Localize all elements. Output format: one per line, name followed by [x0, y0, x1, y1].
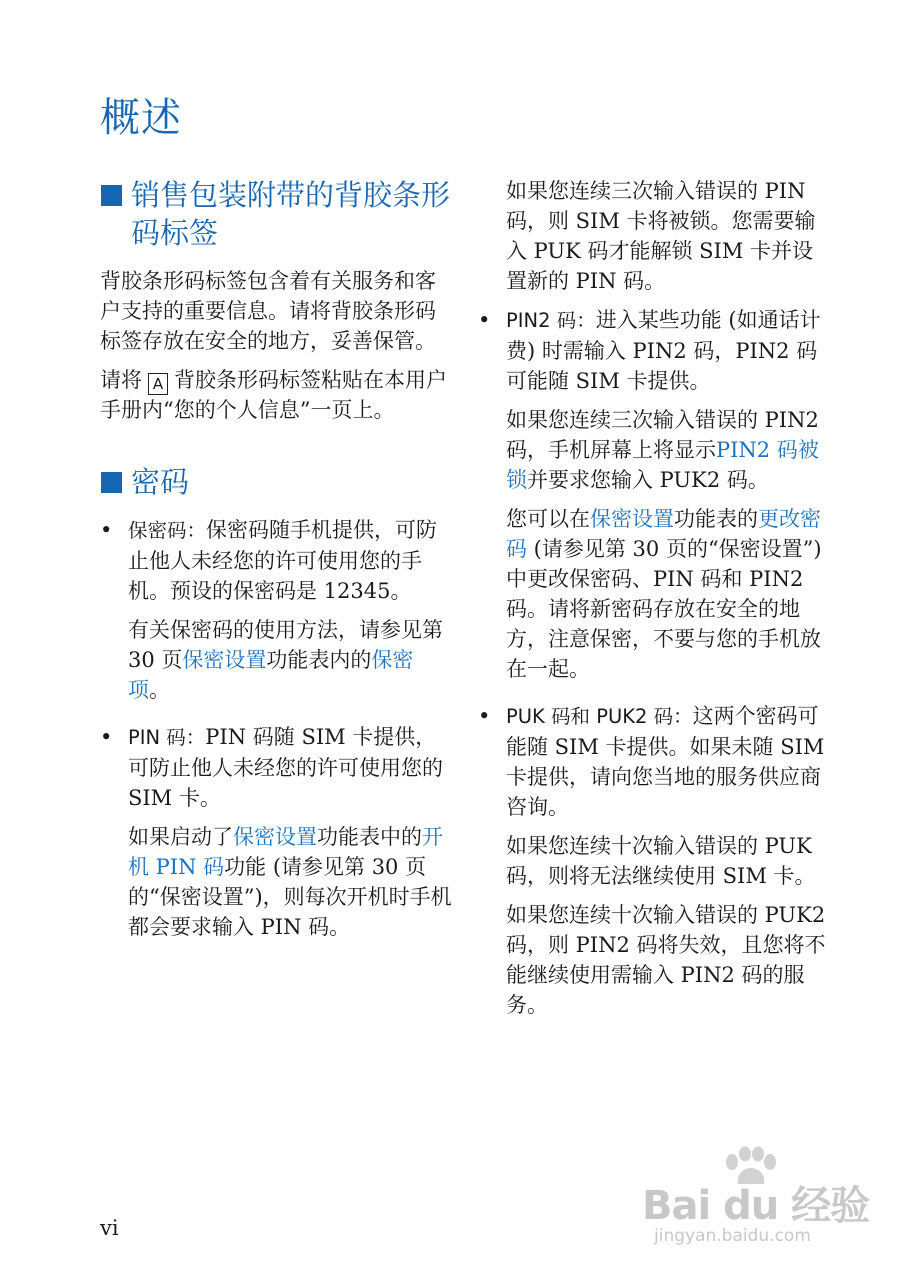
link-security-settings[interactable]: 保密设置	[590, 507, 674, 531]
text-span: 这两个密码可能随 SIM 卡提供。如果未随 SIM 卡提供，请向您当地的服务供应商咨询。	[506, 704, 825, 819]
bullet-icon: •	[478, 704, 491, 728]
left-column	[100, 176, 452, 951]
paragraph-pin2-locked	[506, 405, 828, 495]
heading-square-icon	[101, 185, 122, 206]
section-heading-barcode-label	[100, 176, 452, 252]
link-change-codes[interactable]: 更改密码	[506, 507, 821, 561]
text-span: 功能表中的	[317, 825, 422, 849]
paragraph-security-code	[128, 515, 452, 606]
paragraph-pin2	[506, 305, 828, 396]
text-span: 有关保密码的使用方法，请参见第 30 页	[128, 618, 443, 672]
paragraph-security-code-ref	[128, 615, 452, 705]
item-label: PIN2 码：	[506, 309, 596, 332]
link-startup-pin[interactable]: 开机 PIN 码	[128, 825, 443, 879]
list-item-pin	[100, 722, 452, 951]
text-span: 如果您连续三次输入错误的 PIN2 码，手机屏幕上将显示	[506, 408, 819, 462]
list-item-pin2	[478, 305, 828, 693]
paragraph-change-codes	[506, 504, 828, 684]
text-span: 背胶条形码标签粘贴在本用户手册内“您的个人信息”一页上。	[100, 368, 447, 422]
text-span: 功能表内的	[266, 648, 372, 672]
paragraph-puk	[506, 701, 828, 822]
text-span: 进入某些功能 (如通话计费) 时需输入 PIN2 码，PIN2 码可能随 SIM 卡提供。	[506, 308, 821, 393]
paragraph-puk2-locked: 如果您连续十次输入错误的 PUK2 码，则 PIN2 码将失效，且您将不能继续使用需输入 PIN2 码的服务。	[506, 903, 826, 1017]
section-heading-text: 密码	[131, 465, 190, 499]
key-a-icon: A	[148, 373, 168, 395]
link-security-settings[interactable]: 保密设置	[182, 648, 267, 672]
text-span: PIN 码随 SIM 卡提供，可防止他人未经您的许可使用您的 SIM 卡。	[128, 725, 443, 810]
link-pin2-locked[interactable]: PIN2 码被锁	[506, 438, 819, 492]
baidu-watermark	[642, 1146, 870, 1246]
page-number: vi	[100, 1216, 119, 1240]
paragraph-barcode-info: 背胶条形码标签包含着有关服务和客户支持的重要信息。请将背胶条形码标签存放在安全的地方，妥善保管。	[100, 269, 436, 353]
bullet-icon: •	[478, 308, 491, 332]
text-span: 如果启动了	[128, 825, 233, 849]
text-span: (请参见第 30 页的“保密设置”) 中更改保密码、PIN 码和 PIN2 码。请将新密码存放在安全的地方，注意保密，不要与您的手机放在一起。	[506, 537, 822, 681]
section-heading-password	[100, 463, 452, 501]
bullet-icon: •	[100, 725, 113, 749]
item-label: PIN 码：	[128, 726, 206, 749]
right-column	[478, 176, 828, 1029]
paragraph-pin-startup	[128, 822, 452, 942]
page-title: 概述	[100, 95, 182, 141]
text-span: 功能 (请参见第 30 页的“保密设置”)，则每次开机时手机都会要求输入 PIN 码。	[128, 855, 452, 939]
heading-square-icon	[101, 472, 122, 493]
watermark-url: jingyan.baidu.com	[654, 1226, 811, 1246]
pin-continuation	[478, 176, 828, 296]
text-span: 保密码随手机提供，可防止他人未经您的许可使用您的手机。预设的保密码是 12345。	[128, 518, 438, 603]
section-heading-text: 销售包装附带的背胶条形码标签	[131, 178, 451, 250]
paragraph-pin	[128, 722, 452, 813]
text-span: 功能表的	[674, 507, 758, 531]
text-span: 。	[149, 678, 170, 702]
item-label: 保密码：	[128, 519, 207, 542]
link-security-settings[interactable]: 保密设置	[233, 825, 317, 849]
watermark-brand: Bai du 经验	[642, 1183, 870, 1229]
text-span: 请将	[100, 368, 142, 392]
paragraph-pin-locked: 如果您连续三次输入错误的 PIN 码，则 SIM 卡将被锁。您需要输入 PUK 码才能解锁 SIM 卡并设置新的 PIN 码。	[506, 179, 816, 293]
link-security-options[interactable]: 保密项	[128, 648, 414, 702]
item-label: PUK 码和 PUK2 码：	[506, 705, 693, 728]
text-span: 您可以在	[506, 507, 590, 531]
bullet-icon: •	[100, 518, 113, 542]
paragraph-puk-locked: 如果您连续十次输入错误的 PUK 码，则将无法继续使用 SIM 卡。	[506, 834, 816, 888]
list-item-puk	[478, 701, 828, 1029]
paragraph-barcode-instruction	[100, 365, 452, 425]
text-span: 并要求您输入 PUK2 码。	[527, 468, 769, 492]
list-item-security-code	[100, 515, 452, 714]
